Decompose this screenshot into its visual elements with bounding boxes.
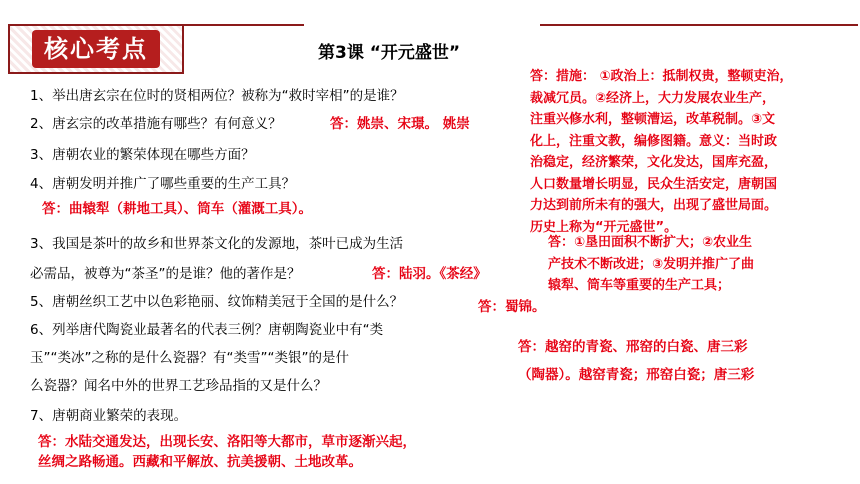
question-2: 2、唐玄宗的改革措施有哪些？有何意义？ xyxy=(30,116,282,132)
agriculture-answer-block xyxy=(548,232,754,297)
reform-answer-line: 治稳定，经济繁荣，文化发达，国库充盈， xyxy=(530,155,778,170)
header-divider-left xyxy=(184,24,304,26)
question-7-line-2: 玉”“类冰”之称的是什么瓷器？有“类雪”“类银”的是什 xyxy=(30,350,349,366)
ceramic-answer-block xyxy=(518,333,754,389)
reform-answer-line: 历史上称为“开元盛世”。 xyxy=(530,219,678,235)
question-4-answer: 答：曲辕犁（耕地工具）、筒车（灌溉工具）。 xyxy=(42,201,312,217)
commerce-answer-block xyxy=(38,432,416,472)
reform-answer-line: 人口数量增长明显，民众生活安定，唐朝国 xyxy=(530,176,778,192)
lesson-title: 第3课 “开元盛世” xyxy=(318,43,461,63)
agriculture-answer-line: 辕犁、筒车等重要的生产工具； xyxy=(548,278,731,293)
agriculture-answer-line: 答：①垦田面积不断扩大；②农业生 xyxy=(548,235,753,250)
question-2-answer: 答：姚崇、宋璟。 姚崇 xyxy=(330,116,470,132)
reform-answer-line: 裁减冗员。②经济上，大力发展农业生产， xyxy=(530,90,776,106)
reform-answer-line: 答：措施： ①政治上：抵制权贵，整顿吏治， xyxy=(530,69,793,84)
ceramic-answer-line: （陶器）。越窑青瓷；邢窑白瓷；唐三彩 xyxy=(518,367,755,383)
question-3: 3、唐朝农业的繁荣体现在哪些方面？ xyxy=(30,147,255,163)
commerce-answer-line: 答：水陆交通发达，出现长安、洛阳等大都市，草市逐渐兴起， xyxy=(38,434,416,450)
question-6: 5、唐朝丝织工艺中以色彩艳丽、纹饰精美冠于全国的是什么？ xyxy=(30,294,404,310)
question-5-answer: 答：陆羽。《茶经》 xyxy=(372,266,487,282)
question-6-answer: 答：蜀锦。 xyxy=(478,299,546,315)
key-points-badge xyxy=(8,24,184,74)
reform-answer-line: 化上，注重文教，编修图籍。意义：当时政 xyxy=(530,133,778,149)
reform-answer-block xyxy=(530,66,793,238)
ceramic-answer-line: 答：越窑的青瓷、邢窑的白瓷、唐三彩 xyxy=(518,339,748,355)
agriculture-answer-line: 产技术不断改进；③发明并推广了曲 xyxy=(548,256,755,272)
question-4: 4、唐朝发明并推广了哪些重要的生产工具？ xyxy=(30,176,296,192)
question-5-line-1: 3、我国是茶叶的故乡和世界茶文化的发源地，茶叶已成为生活 xyxy=(30,236,404,252)
question-7-line-3: 么瓷器？闻名中外的世界工艺珍品指的又是什么？ xyxy=(30,378,327,394)
question-7-line-1: 6、列举唐代陶瓷业最著名的代表三例？唐朝陶瓷业中有“类 xyxy=(30,322,384,338)
header-divider-right xyxy=(540,24,858,26)
question-1: 1、举出唐玄宗在位时的贤相两位？被称为“救时宰相”的是谁？ xyxy=(30,88,404,104)
question-5-line-2: 必需品，被尊为“茶圣”的是谁？他的著作是？ xyxy=(30,266,301,282)
commerce-answer-line: 丝绸之路畅通。西藏和平解放、抗美援朝、土地改革。 xyxy=(38,454,362,470)
badge-label: 核心考点 xyxy=(32,30,160,68)
question-8: 7、唐朝商业繁荣的表现。 xyxy=(30,408,188,424)
reform-answer-line: 注重兴修水利，整顿漕运，改革税制。③文 xyxy=(530,112,776,127)
reform-answer-line: 力达到前所未有的强大，出现了盛世局面。 xyxy=(530,198,778,213)
